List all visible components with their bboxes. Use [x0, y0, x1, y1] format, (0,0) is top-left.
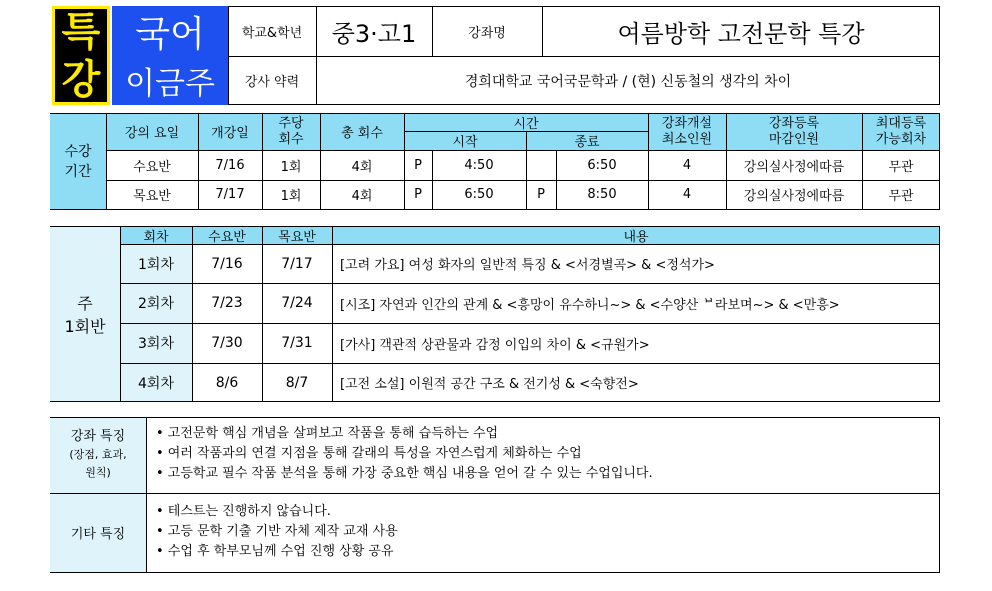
col-weekly — [262, 113, 320, 150]
col-session: 회차 — [143, 229, 169, 245]
badge-top: 특 — [61, 8, 101, 55]
schedule-side-label-2: 1회반 — [64, 317, 106, 336]
row-end-time: 8:50 — [587, 187, 617, 202]
grade-value: 중3·고1 — [331, 19, 417, 48]
features-label-1: 강좌 특징 — [70, 429, 126, 444]
col-reg — [726, 113, 862, 150]
col-min — [648, 113, 726, 150]
row-start-time: 4:50 — [464, 157, 494, 173]
row-reg: 강의실사정에따름 — [743, 189, 845, 204]
col-time: 시간 — [513, 116, 539, 132]
course-label: 강좌명 — [468, 25, 506, 41]
col-thu: 목요반 — [278, 229, 316, 245]
teacher-badge: 이금주 — [112, 56, 228, 105]
row-thu: 7/24 — [281, 295, 313, 311]
period-side-label — [50, 113, 106, 209]
schedule-side-label — [50, 226, 120, 402]
col-max — [862, 113, 940, 150]
special-badge — [52, 6, 110, 105]
features-label — [50, 417, 146, 493]
row-weekly: 1회 — [280, 159, 302, 175]
features-list — [156, 424, 936, 484]
row-day: 목요반 — [133, 189, 171, 204]
row-content: [가사] 객관적 상관물과 감정 이입의 차이 & <규원가> — [340, 337, 650, 353]
col-max-1: 최대등록 — [875, 115, 927, 131]
period-side-label-1: 수강 — [64, 144, 92, 160]
row-end-ampm — [526, 150, 556, 180]
row-min: 4 — [682, 187, 692, 202]
row-reg: 강의실사정에따름 — [743, 159, 845, 175]
col-day: 강의 요일 — [124, 126, 180, 141]
bio-label: 강사 약력 — [244, 75, 300, 90]
features-label-2: (장점, 효과, — [69, 448, 127, 461]
row-thu: 8/7 — [285, 374, 309, 391]
col-time-end: 종료 — [574, 135, 600, 150]
bio-value: 경희대학교 국어국문학과 / (현) 신동철의 생각의 차이 — [464, 73, 792, 90]
row-wed: 8/6 — [215, 374, 239, 391]
badge-bottom: 강 — [61, 56, 101, 103]
row-max: 무관 — [888, 159, 914, 175]
row-thu: 7/31 — [281, 335, 313, 351]
row-wed: 7/23 — [211, 295, 243, 311]
col-reg-2: 마감인원 — [768, 131, 820, 147]
course-title: 여름방학 고전문학 특강 — [617, 19, 865, 48]
schedule-side-label-1: 주 — [77, 294, 93, 313]
etc-list — [156, 502, 936, 562]
row-end-ampm: P — [537, 187, 545, 202]
list-item: • 고등학교 필수 작품 분석을 통해 가장 중요한 핵심 내용을 얻어 갈 수 있는 수업입니다. — [156, 466, 653, 481]
row-content: [시조] 자연과 인간의 관계 & <흥망이 유수하니~> & <수양산 ᄇ라보며~> & <만흥> — [340, 297, 840, 313]
col-reg-1: 강좌등록 — [768, 115, 820, 131]
row-start-time: 6:50 — [464, 187, 494, 202]
row-weekly: 1회 — [280, 189, 302, 204]
row-session: 2회차 — [138, 296, 174, 312]
row-start-date: 7/17 — [215, 187, 245, 202]
subject-badge: 국어 — [112, 6, 228, 56]
col-min-1: 강좌개설 — [661, 115, 713, 131]
col-max-2: 가능회차 — [875, 131, 927, 147]
col-wed: 수요반 — [208, 229, 246, 245]
row-total: 4회 — [351, 159, 373, 175]
row-wed: 7/30 — [211, 335, 243, 351]
col-min-2: 최소인원 — [661, 131, 713, 147]
col-start-date: 개강일 — [211, 126, 249, 141]
row-content: [고전 소설] 이원적 공간 구조 & 전기성 & <숙향전> — [340, 377, 639, 392]
list-item: • 테스트는 진행하지 않습니다. — [156, 504, 331, 519]
list-item: • 수업 후 학부모님께 수업 진행 상황 공유 — [156, 544, 394, 559]
col-time-start: 시작 — [452, 135, 478, 150]
row-total: 4회 — [351, 189, 373, 204]
row-content: [고려 가요] 여성 화자의 일반적 특징 & <서경별곡> & <정석가> — [340, 258, 715, 273]
grade-label: 학교&학년 — [241, 25, 303, 41]
list-item: • 고전문학 핵심 개념을 살펴보고 작품을 통해 습득하는 수업 — [156, 426, 499, 441]
period-side-label-2: 기간 — [64, 164, 92, 180]
row-session: 3회차 — [138, 336, 174, 352]
row-end-time: 6:50 — [587, 157, 617, 173]
row-start-ampm: P — [414, 157, 422, 173]
features-label-3: 원칙) — [85, 466, 111, 479]
etc-label: 기타 특징 — [50, 493, 146, 572]
col-content: 내용 — [623, 229, 649, 245]
row-start-ampm: P — [414, 187, 422, 202]
row-day: 수요반 — [133, 159, 171, 175]
col-weekly-1: 주당 — [278, 115, 304, 131]
list-item: • 고등 문학 기출 기반 자체 제작 교재 사용 — [156, 524, 398, 539]
row-session: 4회차 — [138, 375, 174, 392]
row-min: 4 — [682, 157, 692, 173]
col-weekly-2: 회수 — [278, 131, 304, 147]
row-wed: 7/16 — [211, 255, 243, 272]
row-thu: 7/17 — [281, 255, 313, 272]
row-session: 1회차 — [138, 256, 174, 273]
row-max: 무관 — [888, 189, 914, 204]
col-total: 총 회수 — [341, 126, 383, 141]
row-start-date: 7/16 — [215, 157, 245, 173]
list-item: • 여러 작품과의 연결 지점을 통해 갈래의 특성을 자연스럽게 체화하는 수업 — [156, 446, 582, 461]
